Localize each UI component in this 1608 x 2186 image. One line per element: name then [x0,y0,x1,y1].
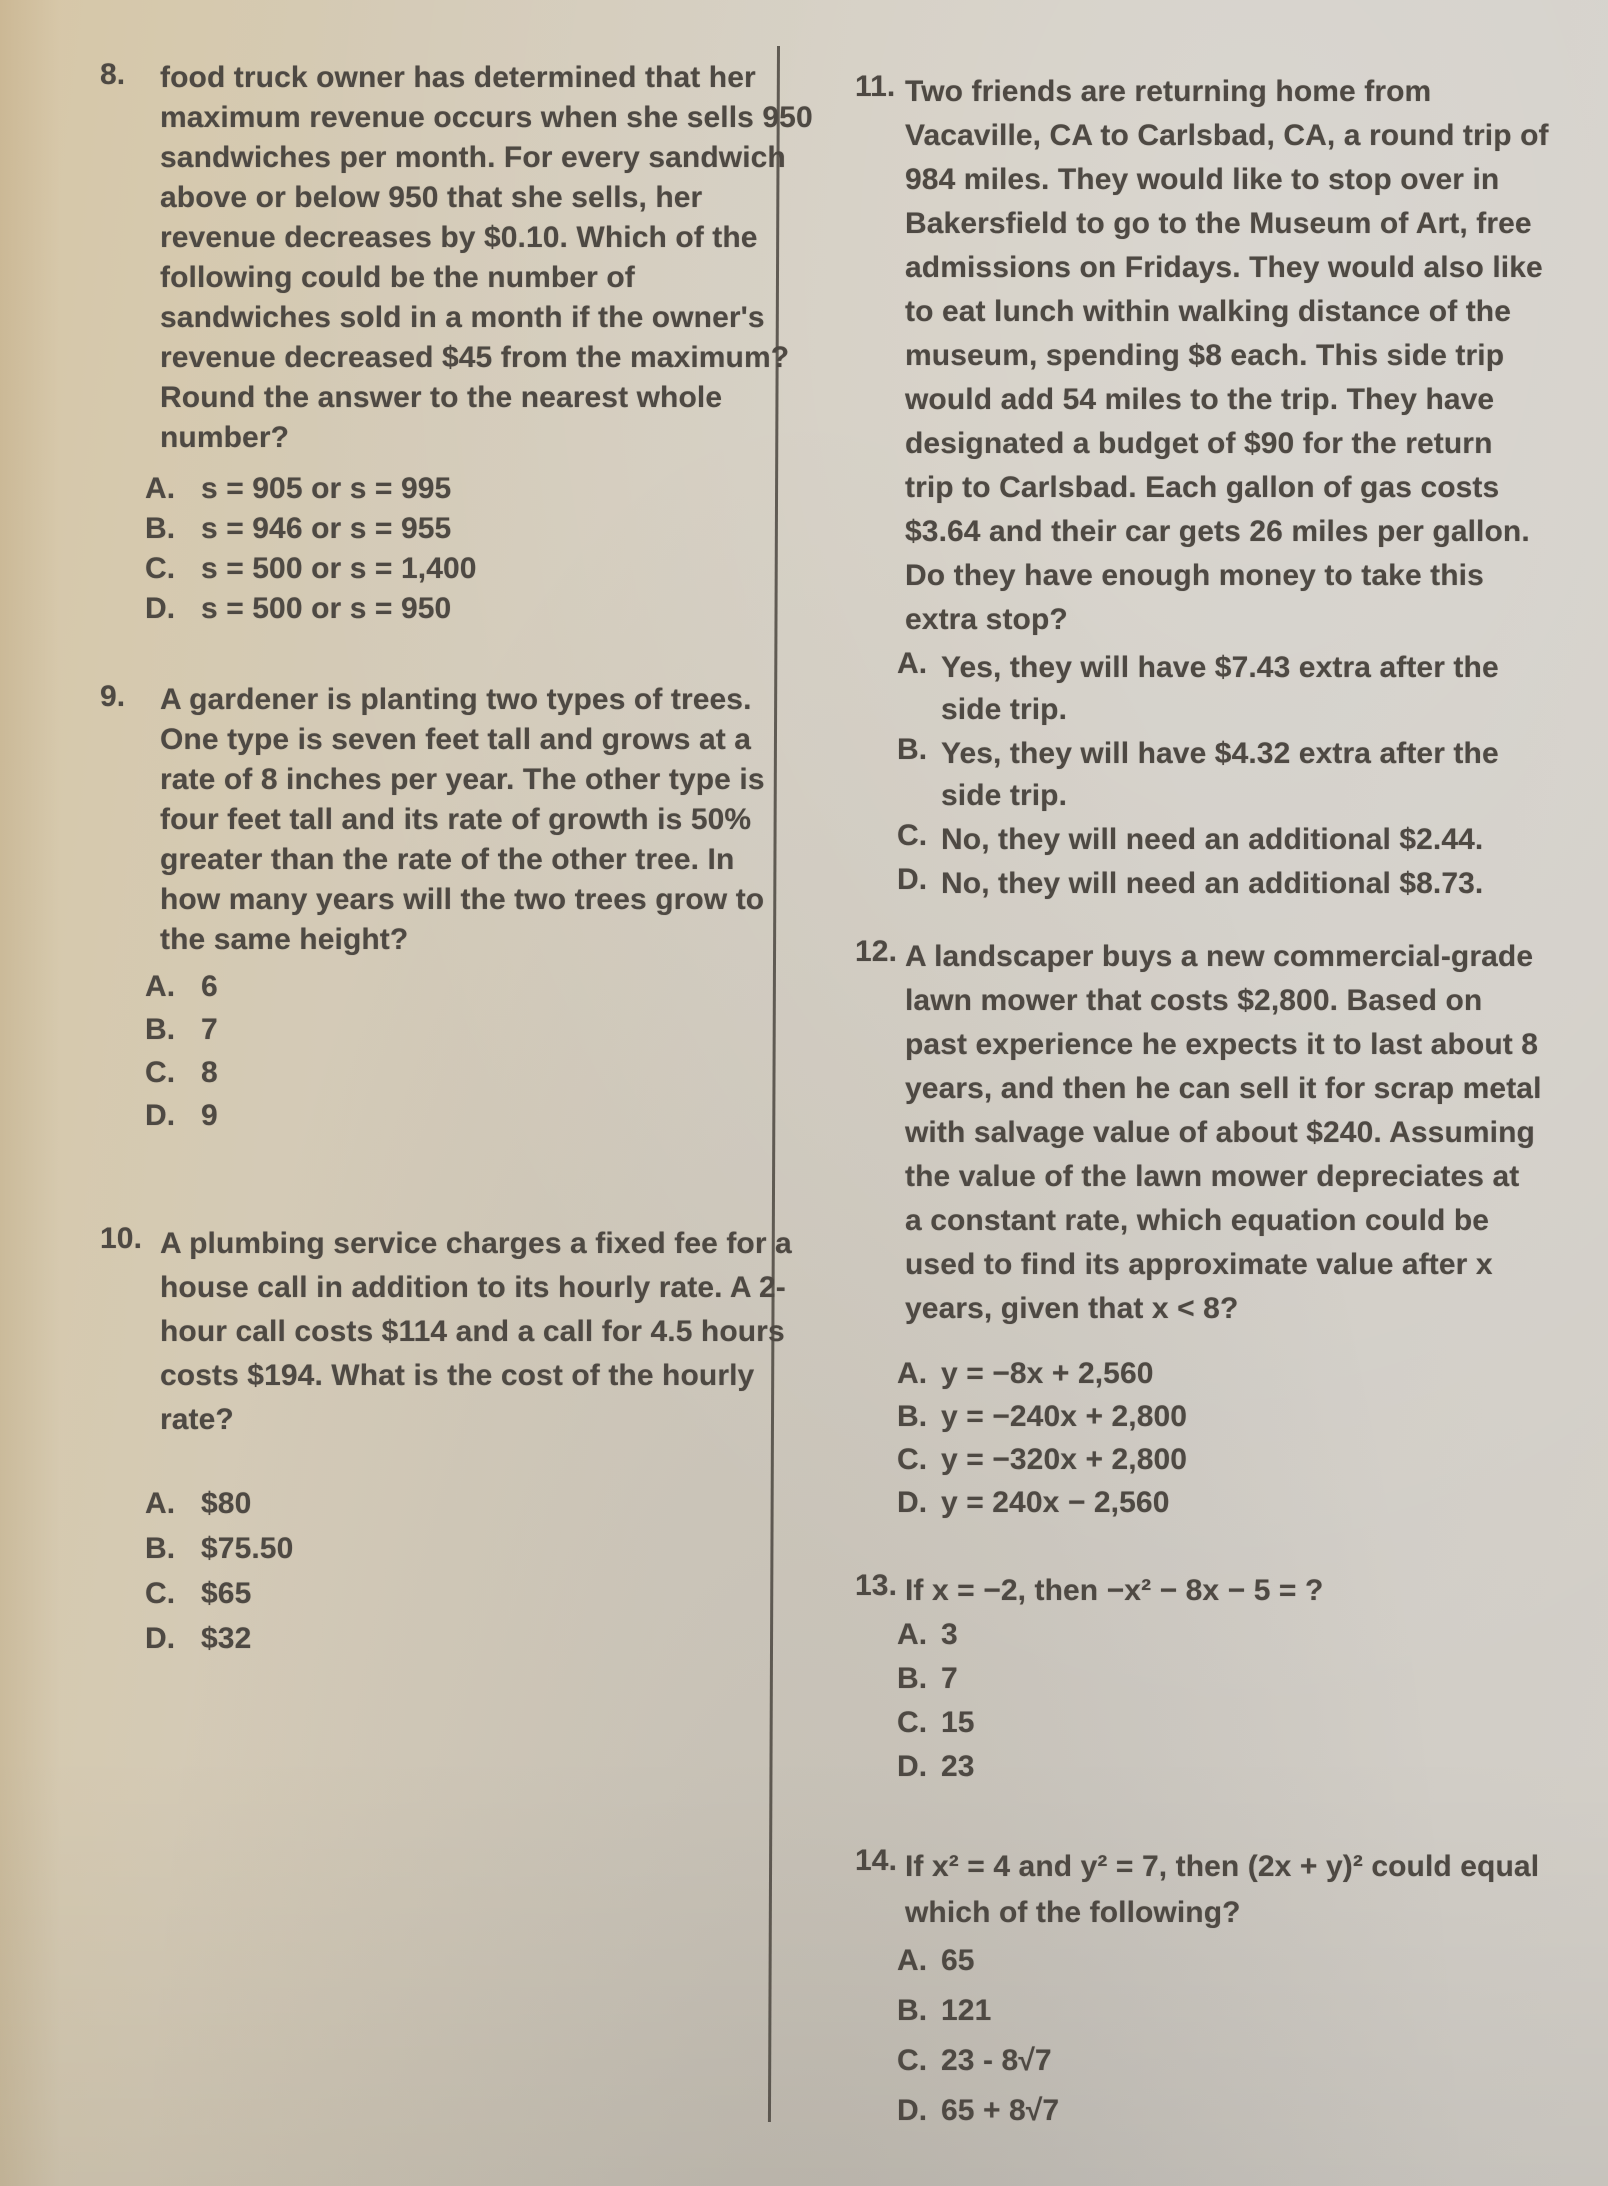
option-letter: B. [145,1532,176,1565]
question-text-line: which of the following? [905,1896,1241,1929]
option-14-c [897,2044,1570,2094]
question-text-line: the value of the lawn mower depreciates at [905,1160,1520,1193]
option-8-b [145,512,790,552]
question-number: 11. [855,70,896,103]
answer-options [855,1357,1570,1529]
option-letter: D. [145,1099,176,1132]
question-number: 8. [100,58,126,91]
option-letter: C. [897,819,928,852]
question-text-line: A plumbing service charges a fixed fee for a [160,1227,792,1260]
option-14-a [897,1944,1570,1994]
question-text-line: One type is seven feet tall and grows at a [160,723,752,756]
question-text-line: revenue decreased $45 from the maximum? [160,341,790,374]
answer-options [100,970,790,1142]
option-text: 23 [941,1750,975,1783]
option-letter: C. [897,2044,928,2077]
option-letter: D. [145,592,176,625]
option-text: side trip. [941,693,1068,726]
question-10 [100,1222,790,1667]
question-text-line: sandwiches sold in a month if the owner's [160,301,765,334]
question-text-line: A landscaper buys a new commercial-grade [905,940,1534,973]
option-text: $75.50 [201,1532,294,1565]
option-letter: C. [145,1577,176,1610]
question-text-line: extra stop? [905,603,1068,636]
question-text-line: food truck owner has determined that her [160,61,756,94]
question-13 [855,1569,1570,1794]
answer-options [855,647,1570,905]
question-text [160,58,813,458]
question-text-line: used to find its approximate value after x [905,1248,1493,1281]
question-text-line: costs $194. What is the cost of the hourly [160,1359,755,1392]
question-text-line: revenue decreases by $0.10. Which of the [160,221,758,254]
answer-options [100,472,790,632]
question-text-line: A gardener is planting two types of trees. [160,683,752,716]
question-text-line: years, given that x < 8? [905,1292,1239,1325]
question-text-line: sandwiches per month. For every sandwich [160,141,786,174]
question-number: 12. [855,935,898,968]
option-letter: C. [897,1443,928,1476]
question-text-line: maximum revenue occurs when she sells 950 [160,101,813,134]
question-text-line: museum, spending $8 each. This side trip [905,339,1505,372]
option-9-c [145,1056,790,1099]
answer-options [855,1944,1570,2144]
option-letter: B. [897,1662,928,1695]
question-text-line: greater than the rate of the other tree. In [160,843,735,876]
option-text: s = 905 or s = 995 [201,472,452,505]
option-letter: B. [145,512,176,545]
option-letter: D. [897,1750,928,1783]
question-text-line: house call in addition to its hourly rate. A 2- [160,1271,786,1304]
option-letter: B. [897,1400,928,1433]
question-text-line: rate? [160,1403,234,1436]
option-8-a [145,472,790,512]
option-13-d [897,1750,1570,1794]
question-text-line: 984 miles. They would like to stop over in [905,163,1500,196]
option-10-d [145,1622,790,1667]
option-text: $32 [201,1622,252,1655]
question-text-line: with salvage value of about $240. Assuming [905,1116,1535,1149]
option-text: s = 946 or s = 955 [201,512,452,545]
question-text [905,1569,1570,1613]
option-12-b [897,1400,1570,1443]
option-letter: B. [897,1994,928,2027]
question-11 [855,70,1570,905]
option-14-d [897,2094,1570,2144]
question-text-line: to eat lunch within walking distance of the [905,295,1512,328]
option-11-d [897,863,1570,905]
left-column [100,58,813,1667]
option-8-d [145,592,790,632]
option-text: 65 [941,1944,975,1977]
option-text: 6 [201,970,218,1003]
question-text-line: lawn mower that costs $2,800. Based on [905,984,1483,1017]
option-text: 15 [941,1706,975,1739]
question-text-line: past experience he expects it to last about 8 [905,1028,1539,1061]
option-text: 7 [201,1013,218,1046]
option-text: 9 [201,1099,218,1132]
option-10-c [145,1577,790,1622]
option-text: s = 500 or s = 950 [201,592,452,625]
option-letter: B. [145,1013,176,1046]
question-text-line: admissions on Fridays. They would also like [905,251,1543,284]
option-text: s = 500 or s = 1,400 [201,552,477,585]
option-letter: C. [145,1056,176,1089]
option-12-a [897,1357,1570,1400]
option-14-b [897,1994,1570,2044]
question-text-line: Vacaville, CA to Carlsbad, CA, a round trip of [905,119,1549,152]
option-12-c [897,1443,1570,1486]
question-text-line: $3.64 and their car gets 26 miles per gallon. [905,515,1530,548]
option-letter: A. [145,970,176,1003]
question-12 [855,935,1570,1529]
option-13-b [897,1662,1570,1706]
option-letter: B. [897,733,928,766]
option-13-c [897,1706,1570,1750]
question-text-line: four feet tall and its rate of growth is 50% [160,803,752,836]
question-9 [100,680,790,1142]
option-letter: D. [897,2094,928,2127]
question-text-line: Do they have enough money to take this [905,559,1484,592]
question-text-line: rate of 8 inches per year. The other type is [160,763,765,796]
option-letter: D. [897,1486,928,1519]
option-11-b [897,733,1570,817]
option-letter: A. [897,1618,928,1651]
question-text-line: Two friends are returning home from [905,75,1432,108]
question-text-line: above or below 950 that she sells, her [160,181,703,214]
question-text-line: Round the answer to the nearest whole [160,381,723,414]
question-text [160,680,790,960]
question-text-line: hour call costs $114 and a call for 4.5 hours [160,1315,785,1348]
option-letter: D. [145,1622,176,1655]
answer-options [855,1618,1570,1794]
question-text-line: would add 54 miles to the trip. They have [905,383,1495,416]
option-letter: A. [145,472,176,505]
option-10-b [145,1532,790,1577]
question-number: 10. [100,1222,143,1255]
option-12-d [897,1486,1570,1529]
option-text: 3 [941,1618,958,1651]
option-letter: D. [897,863,928,896]
answer-options [100,1487,790,1667]
question-text-line: following could be the number of [160,261,635,294]
option-13-a [897,1618,1570,1662]
question-text-line: the same height? [160,923,409,956]
option-letter: A. [897,647,928,680]
question-8 [100,58,813,632]
option-letter: A. [145,1487,176,1520]
question-text [905,935,1570,1331]
option-text: 7 [941,1662,958,1695]
option-text: $65 [201,1577,252,1610]
question-text-line: number? [160,421,290,454]
right-column [855,70,1570,2144]
option-9-d [145,1099,790,1142]
option-letter: A. [897,1357,928,1390]
option-text: 121 [941,1994,992,2027]
question-number: 9. [100,680,126,713]
option-11-c [897,819,1570,861]
option-text: Yes, they will have $4.32 extra after the [941,737,1499,770]
question-14 [855,1844,1570,2144]
option-text: side trip. [941,779,1068,812]
option-text: Yes, they will have $7.43 extra after the [941,651,1499,684]
option-text: $80 [201,1487,252,1520]
question-text [160,1222,792,1442]
option-text: No, they will need an additional $8.73. [941,867,1484,900]
option-text: y = −320x + 2,800 [941,1443,1188,1476]
question-text-line: If x = −2, then −x² − 8x − 5 = ? [905,1574,1324,1607]
option-text: 8 [201,1056,218,1089]
option-letter: C. [897,1706,928,1739]
question-text-line: years, and then he can sell it for scrap metal [905,1072,1542,1105]
question-text-line: Bakersfield to go to the Museum of Art, free [905,207,1532,240]
option-text: y = 240x − 2,560 [941,1486,1170,1519]
option-text: No, they will need an additional $2.44. [941,823,1484,856]
question-text [905,70,1570,642]
option-8-c [145,552,790,592]
question-text [905,1844,1570,1936]
question-number: 14. [855,1844,898,1877]
question-number: 13. [855,1569,898,1602]
option-text: 65 + 8√7 [941,2094,1060,2127]
option-text: y = −8x + 2,560 [941,1357,1154,1390]
question-text-line: trip to Carlsbad. Each gallon of gas costs [905,471,1500,504]
option-9-a [145,970,790,1013]
option-11-a [897,647,1570,731]
question-text-line: If x² = 4 and y² = 7, then (2x + y)² could equal [905,1850,1540,1883]
question-text-line: designated a budget of $90 for the return [905,427,1493,460]
question-text-line: a constant rate, which equation could be [905,1204,1490,1237]
option-text: 23 - 8√7 [941,2044,1052,2077]
option-letter: C. [145,552,176,585]
question-text-line: how many years will the two trees grow to [160,883,765,916]
option-letter: A. [897,1944,928,1977]
option-9-b [145,1013,790,1056]
option-text: y = −240x + 2,800 [941,1400,1188,1433]
option-10-a [145,1487,790,1532]
